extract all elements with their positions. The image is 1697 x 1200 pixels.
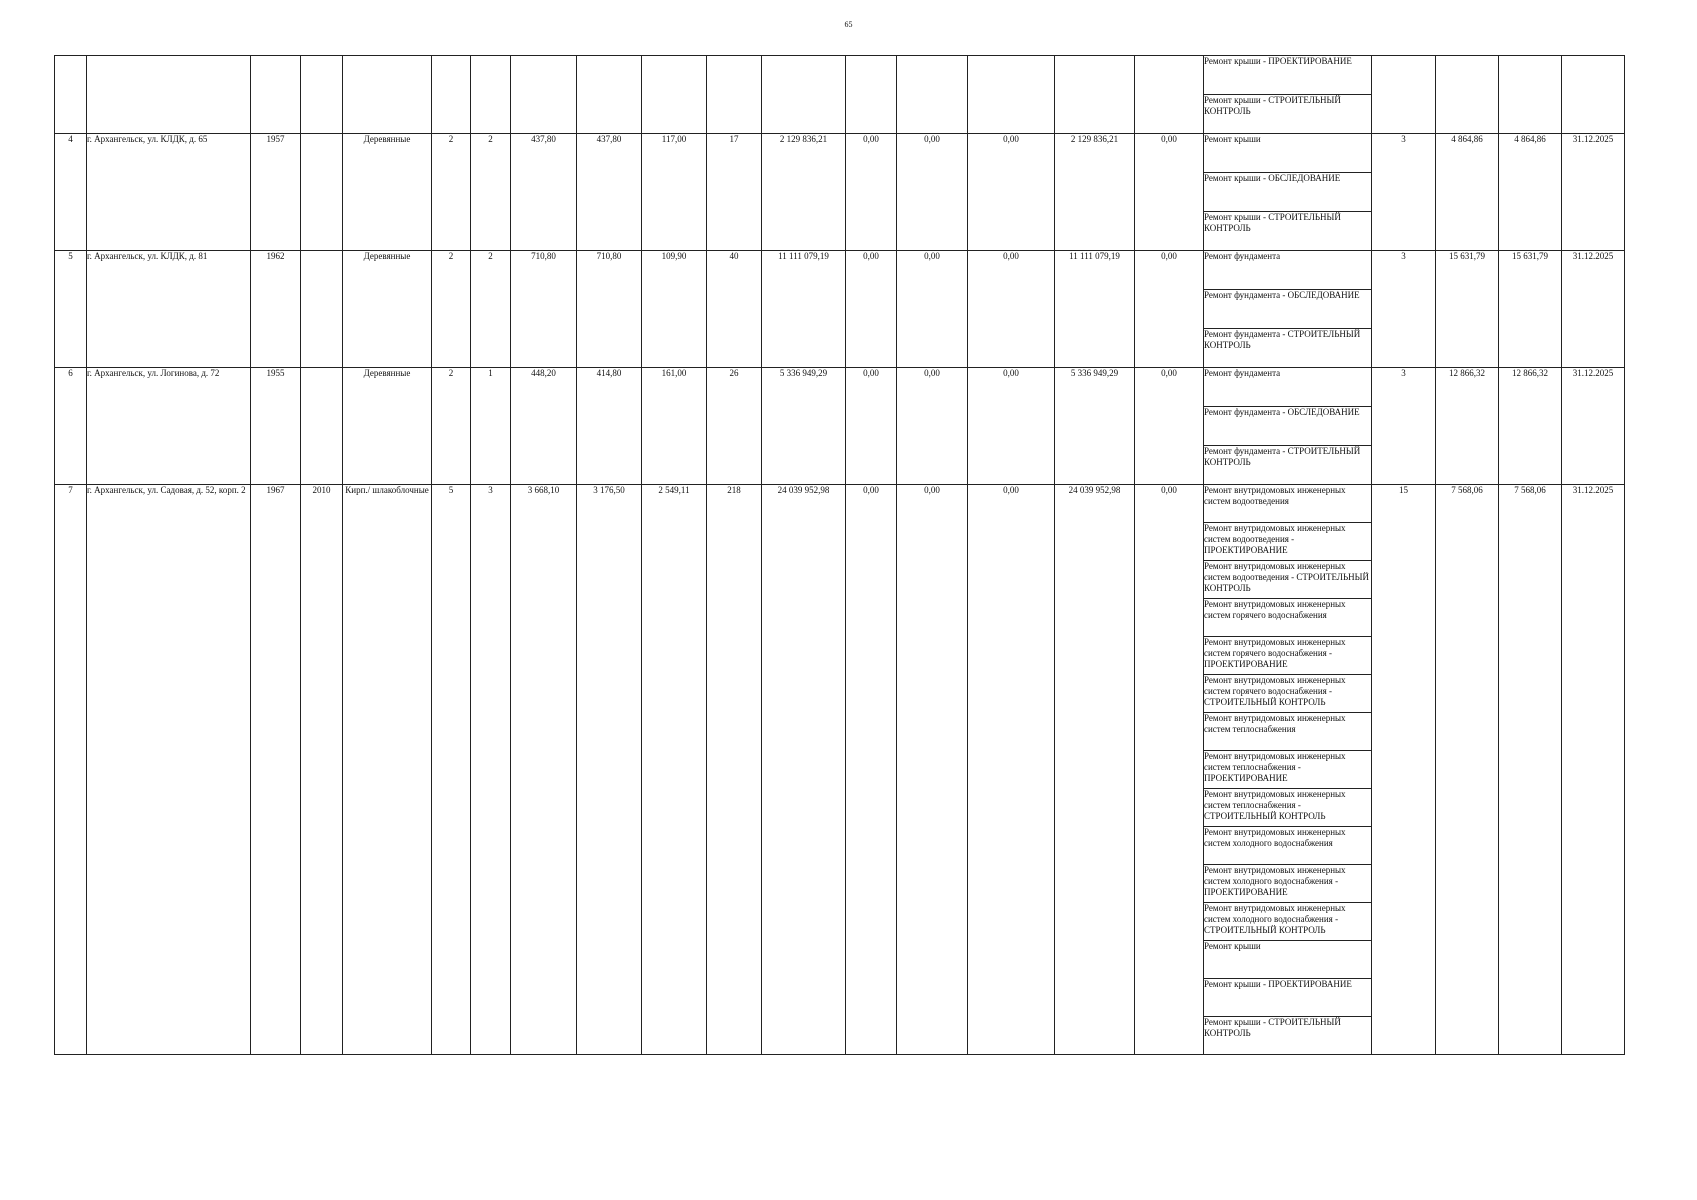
address-cell: г. Архангельск, ул. КЛДК, д. 65 [87,134,251,251]
works-count-cell: 3 [1372,251,1436,368]
area-living-cell: 3 176,50 [577,485,642,1055]
entrances-cell: 2 [471,134,511,251]
work-type-cell: Ремонт внутридомовых инженерных систем теплоснабжения - СТРОИТЕЛЬНЫЙ КОНТРОЛЬ [1204,789,1372,827]
work-type-cell: Ремонт внутридомовых инженерных систем водоотведения [1204,485,1372,523]
floors-cell: 2 [432,251,471,368]
cost-total-cell: 11 111 079,19 [762,251,846,368]
cost-owners-cell: 24 039 952,98 [1055,485,1135,1055]
work-type-cell: Ремонт внутридомовых инженерных систем горячего водоснабжения - ПРОЕКТИРОВАНИЕ [1204,637,1372,675]
table-row [55,485,1625,523]
empty-cell [1499,56,1562,134]
repair-program-table [54,55,1625,1055]
max-cost-cell: 12 866,32 [1499,368,1562,485]
residents-cell: 17 [707,134,762,251]
area-other-cell: 2 549,11 [642,485,707,1055]
work-type-cell: Ремонт крыши [1204,134,1372,173]
cost-other-cell: 0,00 [1135,134,1204,251]
empty-cell [642,56,707,134]
work-type-cell: Ремонт внутридомовых инженерных систем теплоснабжения - ПРОЕКТИРОВАНИЕ [1204,751,1372,789]
empty-cell [343,56,432,134]
work-type-cell: Ремонт внутридомовых инженерных систем холодного водоснабжения - ПРОЕКТИРОВАНИЕ [1204,865,1372,903]
residents-cell: 40 [707,251,762,368]
address-cell: г. Архангельск, ул. Логинова, д. 72 [87,368,251,485]
unit-cost-cell: 7 568,06 [1436,485,1499,1055]
cost-other-cell: 0,00 [1135,251,1204,368]
work-type-cell: Ремонт внутридомовых инженерных систем водоотведения - СТРОИТЕЛЬНЫЙ КОНТРОЛЬ [1204,561,1372,599]
deadline-cell: 31.12.2025 [1562,251,1625,368]
year-repair-cell [301,368,343,485]
empty-cell [897,56,968,134]
residents-cell: 218 [707,485,762,1055]
empty-cell [301,56,343,134]
year-repair-cell [301,251,343,368]
works-count-cell: 3 [1372,368,1436,485]
works-count-cell: 15 [1372,485,1436,1055]
work-type-cell: Ремонт внутридомовых инженерных систем холодного водоснабжения [1204,827,1372,865]
work-type-cell: Ремонт фундамента [1204,251,1372,290]
work-type-cell: Ремонт фундамента - ОБСЛЕДОВАНИЕ [1204,290,1372,329]
cost-local-cell: 0,00 [968,368,1055,485]
deadline-cell: 31.12.2025 [1562,134,1625,251]
cost-fund-cell: 0,00 [846,368,897,485]
area-other-cell: 109,90 [642,251,707,368]
wall-material-cell: Деревянные [343,368,432,485]
wall-material-cell: Деревянные [343,134,432,251]
empty-cell [968,56,1055,134]
residents-cell: 26 [707,368,762,485]
work-type-cell: Ремонт крыши - ПРОЕКТИРОВАНИЕ [1204,979,1372,1017]
wall-material-cell: Кирп./ шлакоблочные [343,485,432,1055]
year-built-cell: 1957 [251,134,301,251]
empty-cell [432,56,471,134]
cost-other-cell: 0,00 [1135,368,1204,485]
year-repair-cell [301,134,343,251]
floors-cell: 2 [432,134,471,251]
cost-local-cell: 0,00 [968,485,1055,1055]
deadline-cell: 31.12.2025 [1562,485,1625,1055]
empty-cell [251,56,301,134]
work-type-cell: Ремонт крыши [1204,941,1372,979]
area-total-cell: 3 668,10 [511,485,577,1055]
address-cell: г. Архангельск, ул. Садовая, д. 52, корп. 2 [87,485,251,1055]
table-row [55,134,1625,173]
area-total-cell: 710,80 [511,251,577,368]
cost-total-cell: 24 039 952,98 [762,485,846,1055]
empty-cell [1135,56,1204,134]
year-built-cell: 1962 [251,251,301,368]
work-type-cell: Ремонт крыши - ОБСЛЕДОВАНИЕ [1204,173,1372,212]
max-cost-cell: 7 568,06 [1499,485,1562,1055]
entrances-cell: 3 [471,485,511,1055]
cost-total-cell: 2 129 836,21 [762,134,846,251]
works-count-cell: 3 [1372,134,1436,251]
cost-owners-cell: 5 336 949,29 [1055,368,1135,485]
cost-other-cell: 0,00 [1135,485,1204,1055]
area-total-cell: 437,80 [511,134,577,251]
empty-cell [87,56,251,134]
empty-cell [707,56,762,134]
work-type-cell: Ремонт крыши - СТРОИТЕЛЬНЫЙ КОНТРОЛЬ [1204,95,1372,134]
empty-cell [55,56,87,134]
work-type-cell: Ремонт крыши - СТРОИТЕЛЬНЫЙ КОНТРОЛЬ [1204,1017,1372,1055]
cost-region-cell: 0,00 [897,368,968,485]
cost-fund-cell: 0,00 [846,134,897,251]
empty-cell [511,56,577,134]
row-number: 6 [55,368,87,485]
cost-region-cell: 0,00 [897,485,968,1055]
unit-cost-cell: 12 866,32 [1436,368,1499,485]
cost-local-cell: 0,00 [968,134,1055,251]
work-type-cell: Ремонт фундамента - СТРОИТЕЛЬНЫЙ КОНТРОЛЬ [1204,329,1372,368]
cost-owners-cell: 11 111 079,19 [1055,251,1135,368]
cost-owners-cell: 2 129 836,21 [1055,134,1135,251]
empty-cell [577,56,642,134]
entrances-cell: 1 [471,368,511,485]
table-row [55,251,1625,290]
area-living-cell: 710,80 [577,251,642,368]
area-other-cell: 161,00 [642,368,707,485]
wall-material-cell: Деревянные [343,251,432,368]
unit-cost-cell: 4 864,86 [1436,134,1499,251]
floors-cell: 5 [432,485,471,1055]
empty-cell [1055,56,1135,134]
empty-cell [762,56,846,134]
row-number: 5 [55,251,87,368]
empty-cell [1436,56,1499,134]
cost-local-cell: 0,00 [968,251,1055,368]
page-number: 65 [844,20,853,29]
row-number: 7 [55,485,87,1055]
area-living-cell: 437,80 [577,134,642,251]
work-type-cell: Ремонт фундамента - ОБСЛЕДОВАНИЕ [1204,407,1372,446]
cost-total-cell: 5 336 949,29 [762,368,846,485]
area-other-cell: 117,00 [642,134,707,251]
unit-cost-cell: 15 631,79 [1436,251,1499,368]
work-type-cell: Ремонт внутридомовых инженерных систем водоотведения - ПРОЕКТИРОВАНИЕ [1204,523,1372,561]
cost-fund-cell: 0,00 [846,251,897,368]
cost-fund-cell: 0,00 [846,485,897,1055]
work-type-cell: Ремонт внутридомовых инженерных систем горячего водоснабжения [1204,599,1372,637]
max-cost-cell: 15 631,79 [1499,251,1562,368]
work-type-cell: Ремонт крыши - ПРОЕКТИРОВАНИЕ [1204,56,1372,95]
entrances-cell: 2 [471,251,511,368]
floors-cell: 2 [432,368,471,485]
cost-region-cell: 0,00 [897,134,968,251]
empty-cell [1372,56,1436,134]
year-repair-cell: 2010 [301,485,343,1055]
continuation-row [55,56,1625,95]
area-living-cell: 414,80 [577,368,642,485]
work-type-cell: Ремонт внутридомовых инженерных систем холодного водоснабжения - СТРОИТЕЛЬНЫЙ КОНТРОЛЬ [1204,903,1372,941]
address-cell: г. Архангельск, ул. КЛДК, д. 81 [87,251,251,368]
work-type-cell: Ремонт фундамента [1204,368,1372,407]
year-built-cell: 1967 [251,485,301,1055]
empty-cell [1562,56,1625,134]
work-type-cell: Ремонт внутридомовых инженерных систем горячего водоснабжения - СТРОИТЕЛЬНЫЙ КОНТРОЛЬ [1204,675,1372,713]
empty-cell [846,56,897,134]
row-number: 4 [55,134,87,251]
work-type-cell: Ремонт внутридомовых инженерных систем теплоснабжения [1204,713,1372,751]
work-type-cell: Ремонт крыши - СТРОИТЕЛЬНЫЙ КОНТРОЛЬ [1204,212,1372,251]
deadline-cell: 31.12.2025 [1562,368,1625,485]
table-row [55,368,1625,407]
area-total-cell: 448,20 [511,368,577,485]
work-type-cell: Ремонт фундамента - СТРОИТЕЛЬНЫЙ КОНТРОЛЬ [1204,446,1372,485]
max-cost-cell: 4 864,86 [1499,134,1562,251]
empty-cell [471,56,511,134]
cost-region-cell: 0,00 [897,251,968,368]
year-built-cell: 1955 [251,368,301,485]
